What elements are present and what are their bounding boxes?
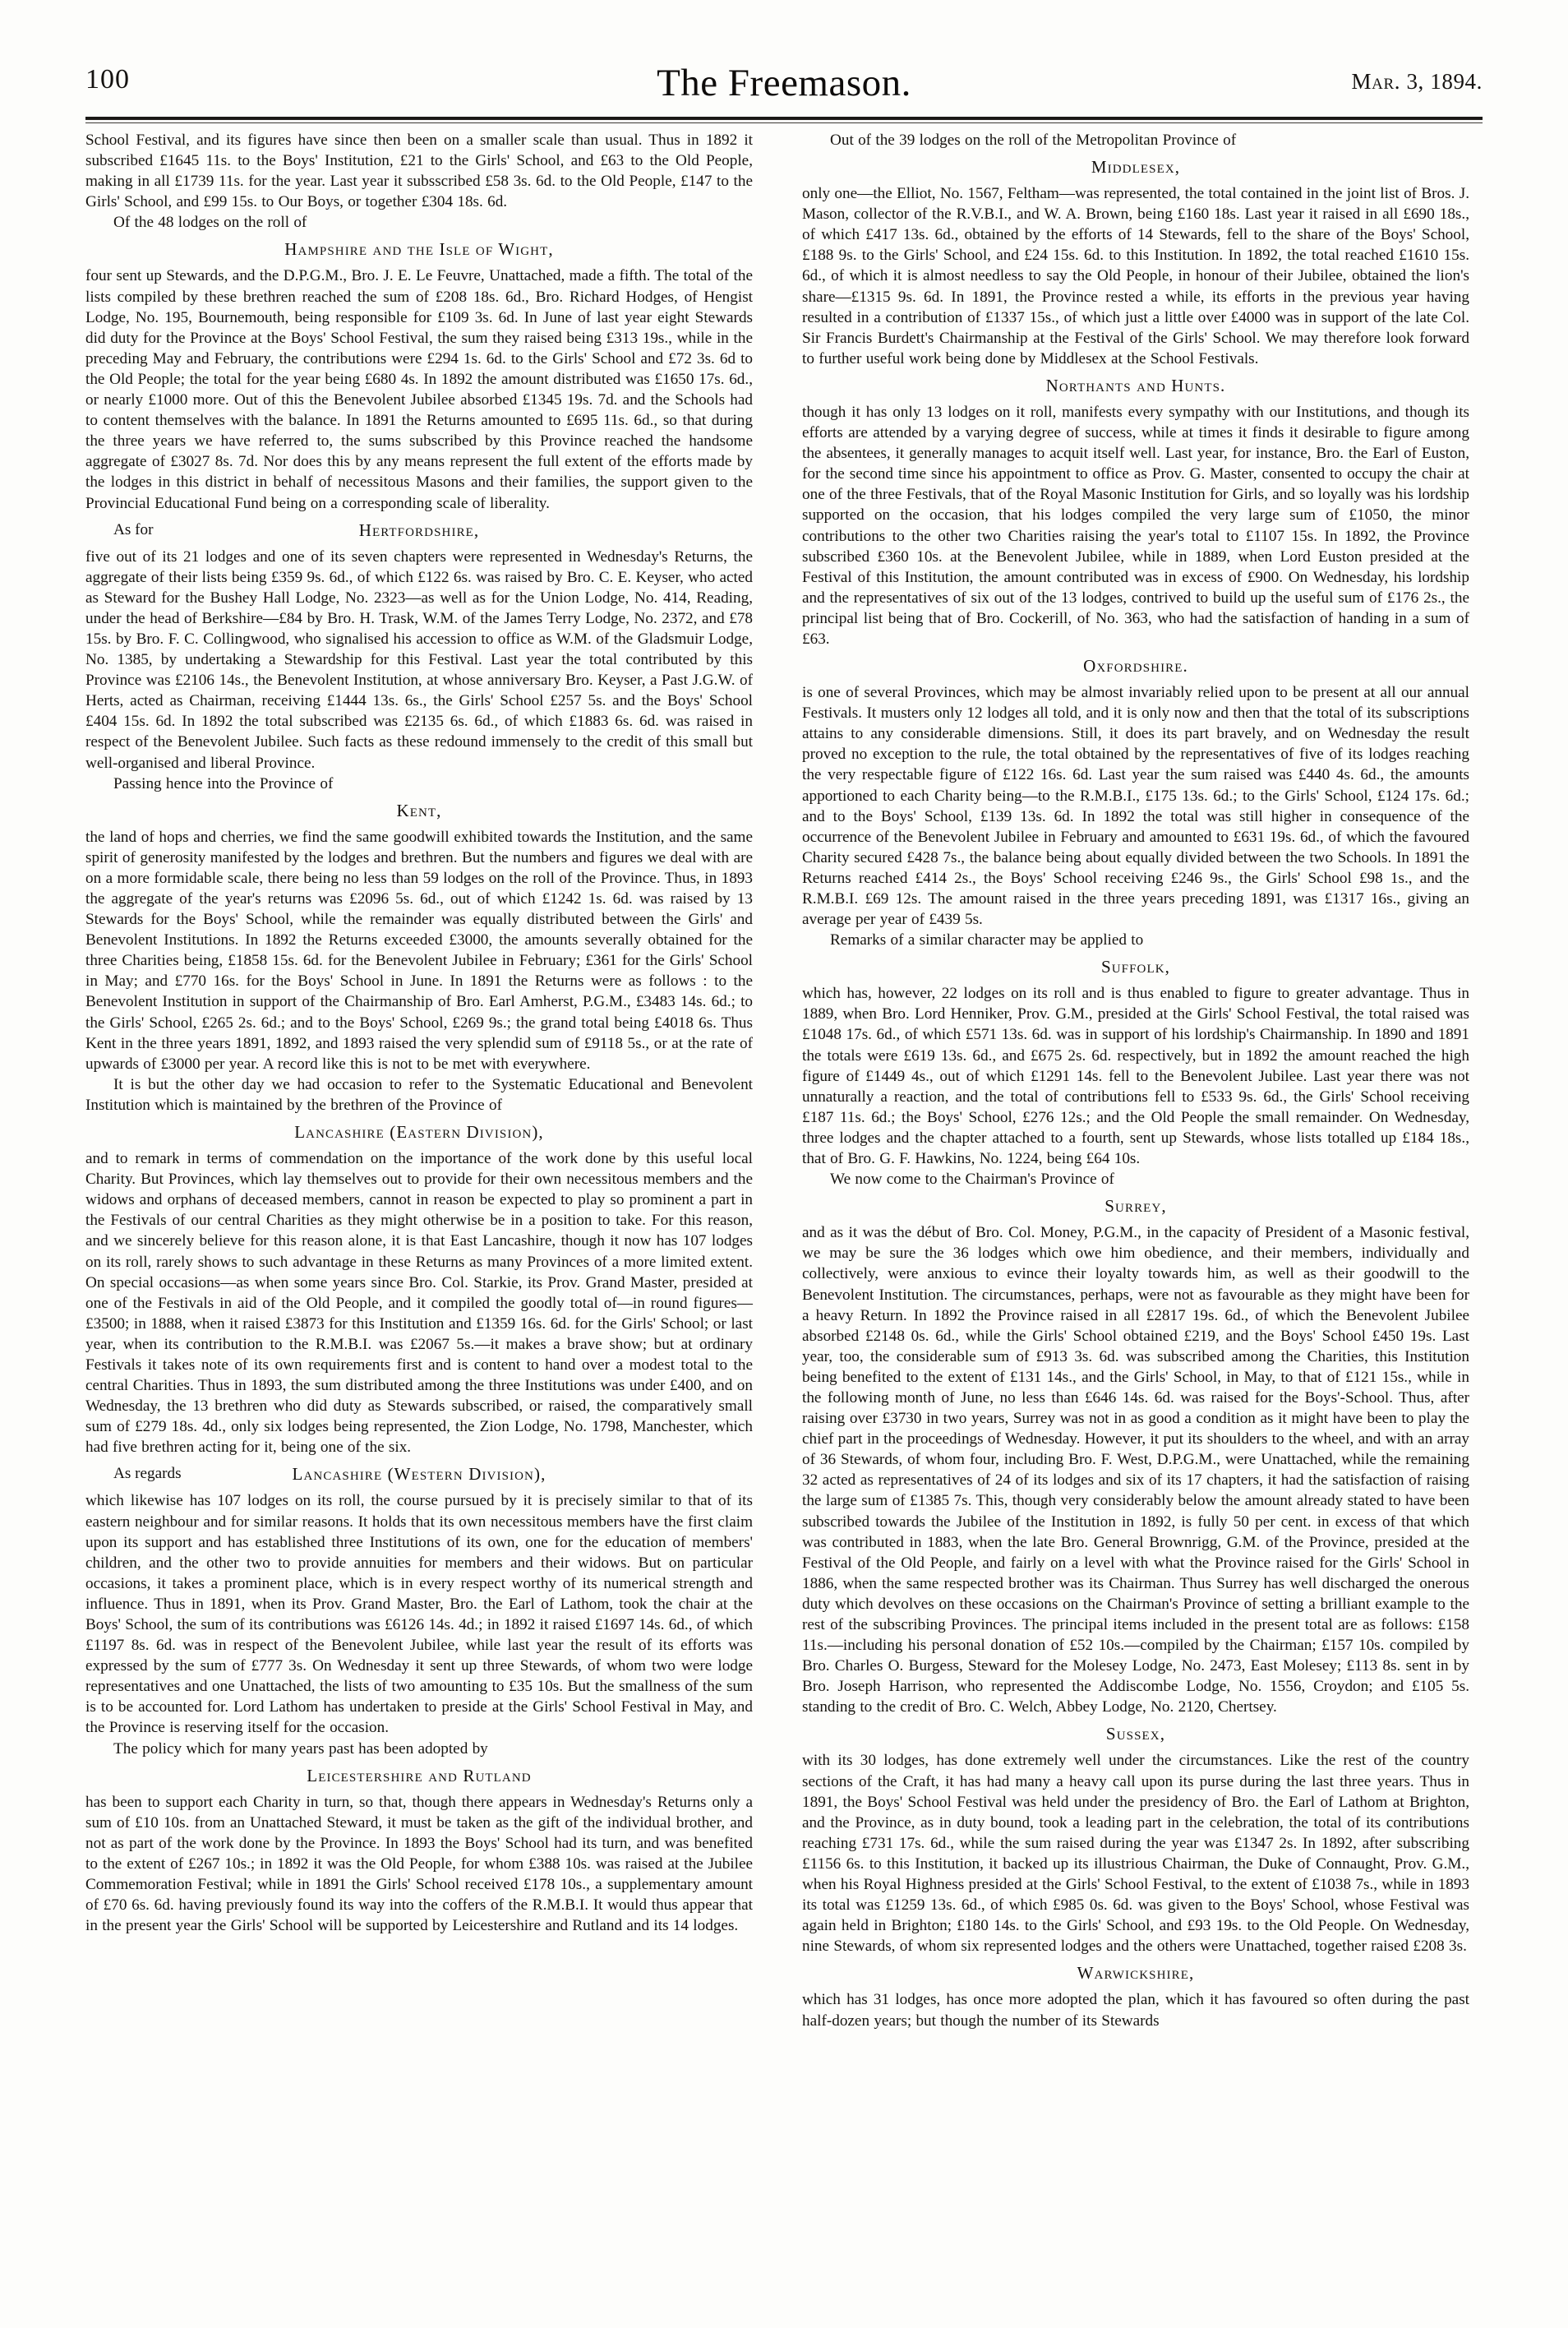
- para-oxfordshire-body: is one of several Provinces, which may be almost invariably relied upon to be present at all our annual Festivals. It musters only 12 lodges all told, and it is only now and then that the total of its subscriptions attains to any considerable dimensions. Still, it does its part bravely, and on Wednesday the result proved no exception to the rule, the total obtained by the representatives of five of its lodges reaching the very respectable figure of £122 16s. 6d. Last year the sum raised was £440 4s. 6d., the amounts apportioned to each Charity being—to the R.M.B.I., £175 13s. 6d.; to the Girls' School, £124 17s. 6d.; and to the Boys' School, £139 13s. 6d. In 1892 the total was still higher in consequence of the occurrence of the Benevolent Jubilee in February and amounted to £631 19s. 6d., of which the favoured Charity secured £428 7s., the balance being about equally divided between the two Schools. In 1891 the Returns reached £414 2s., the Boys' School receiving £246 9s., the Girls' School £98 1s., and the R.M.B.I. £69 12s. The amount raised in the three years preceding 1891, was £1317 16s., giving an average per year of £439 5s.: [802, 684, 1469, 929]
- heading-middlesex: Middlesex,: [1091, 157, 1181, 178]
- para-suffolk-body: which has, however, 22 lodges on its roll and is thus enabled to figure to greater advantage. Thus in 1889, when Bro. Lord Henniker, Prov. G.M., presided at the Girls' School Festival, the total raised was £1048 17s. 6d., of which £571 13s. 6d. was in support of his lordship's Chairmanship. In 1890 and 1891 the totals were £619 13s. 6d., and £675 2s. 6d. respectively, but in 1892 the amount reached the high figure of £1449 4s., out of which £1291 14s. fell to the Benevolent Jubilee. Last year there was not unnaturally a reaction, and the total of contributions fell to £533 9s. 6d., the Girls' School receiving £187 11s. 6d.; the Boys' School, £276 12s.; and the Old People the small remainder. On Wednesday, three lodges and the chapter attached to a fourth, sent up Stewards, whose lists totalled up £184 18s., that of Bro. G. F. Hawkins, No. 1224, being £64 10s.: [802, 985, 1469, 1168]
- para-hampshire-body: four sent up Stewards, and the D.P.G.M., Bro. J. E. Le Feuvre, Unattached, made a fifth. The total of the lists compiled by these brethren reached the sum of £208 18s. 6d., Bro. Richard Hodges, of Hengist Lodge, No. 195, Bournemouth, being responsible for £109 3s. 6d. In June of last year eight Stewards did duty for the Province at the Boys' School Festival, the sum they raised being £313 19s., while in the preceding May and February, the contributions were £294 1s. 6d. to the Girls' School and £72 3s. 6d to the Old People; the total for the year being £680 4s. In 1892 the amount distributed was £1650 17s. 6d., or nearly £1000 more. Out of this the Benevolent Jubilee absorbed £1345 19s. 7d. and the Schools had to content themselves with the balance. In 1891 the Returns amounted to £695 11s. 6d., so that during the three years we have referred to, the sums subscribed by this Province reached the handsome aggregate of £3027 8s. 7d. Nor does this by any means represent the full extent of the efforts made by the lodges in this district in behalf of necessitous Masons and their families, the support given to the Provincial Educational Fund being on a corresponding scale of liberality.: [85, 267, 753, 512]
- heading-leicestershire-rutland: Leicestershire and Rutland: [307, 1765, 532, 1785]
- lead-the-policy-which: The policy which for many years past has been adopted by: [113, 1739, 488, 1758]
- heading-hertfordshire-row: [85, 520, 753, 541]
- para-lancashire-western-body: which likewise has 107 lodges on its roll, the course pursued by it is precisely similar to that of its eastern neighbour and for similar reasons. It holds that its own necessitous members have the first claim upon its support and has established three Institutions of its own, one for the education of members' children, and the other two to provide annuities for members and their widows. But on particular occasions, it takes a prominent place, which is in every respect worthy of its numerical strength and influence. Thus in 1891, when its Prov. Grand Master, Bro. the Earl of Lathom, took the chair at the Boys' School, the sum of its contributions was £6126 14s. 4d.; in 1892 it raised £1697 14s. 6d., of which £1197 8s. 6d. was in respect of the Benevolent Jubilee, while last year the result of its efforts was expressed by the sum of £777 3s. On Wednesday it sent up three Stewards, of whom two were lodge representatives and one Unattached, the lists of two amounting to £35 10s. But the smallness of the sum is to be accounted for. Lord Lathom has undertaken to preside at the Girls' School Festival in May, and the Province is reserving itself for the occasion.: [85, 1492, 753, 1737]
- para-warwickshire-body: which has 31 lodges, has once more adopted the plan, which it has favoured so often during the past half-dozen years; but though the number of its Stewards: [802, 1991, 1469, 2030]
- heading-hertfordshire-lead-in: As for: [113, 520, 154, 538]
- lead-out-of-the-39-lodges: Out of the 39 lodges on the roll of the Metropolitan Province of: [830, 132, 1237, 149]
- heading-warwickshire: Warwickshire,: [1077, 1963, 1195, 1984]
- para-northants-body: though it has only 13 lodges on it roll, manifests every sympathy with our Institutions, and though its efforts are attended by a varying degree of success, while at times it finds it desirable to figure among the absentees, it generally manages to acquit itself well. Last year, for instance, Bro. the Earl of Euston, for the second time since his appointment to office as Prov. G. Master, consented to occupy the chair at one of the three Festivals, that of the Royal Masonic Institution for Girls, and so loyally was his lordship supported on the occasion, that his lodges compiled the very large sum of £1050, the minor contributions to the other two Charities raising the year's total to £1107 15s. In 1892, the Province subscribed £360 10s. at the Benevolent Jubilee, while in 1889, when Lord Euston presided at the Festival of this Institution, the amount contributed was in excess of £900. On Wednesday, his lordship and the representatives of six out of the 13 lodges, contrived to build up the useful sum of £176 2s., the principal list being that of Bro. Cockerill, of No. 363, who had the satisfaction of handing in a sum of £63.: [802, 403, 1469, 648]
- para-systematic-educational: It is but the other day we had occasion to refer to the Systematic Educational and Benevolent Institution which is maintained by the brethren of the Province of: [85, 1075, 753, 1114]
- page-number: 100: [85, 64, 130, 95]
- heading-lancashire-western-division-row: [85, 1463, 753, 1485]
- heading-suffolk: Suffolk,: [1100, 957, 1171, 977]
- masthead-divider-rule: [85, 117, 1483, 120]
- para-leicestershire-body: has been to support each Charity in turn, so that, though there appears in Wednesday's Returns only a sum of £10 10s. from an Unattached Steward, it must be taken as the gift of the individual brother, and not as part of the work done by the Province. In 1893 the Boys' School had its turn, and was benefited to the extent of £267 10s.; in 1892 it was the Old People, for whom £388 10s. was raised at the Jubilee Commemoration Festival; while in 1891 the Girls' School received £178 10s., a supplementary amount of £70 6s. 6d. having previously found its way into the coffers of the R.M.B.I. It would thus appear that in the present year the Girls' School will be supported by Leicestershire and Rutland and its 14 lodges.: [85, 1793, 753, 1935]
- publication-title: The Freemason.: [657, 62, 911, 104]
- article-columns: [85, 130, 1486, 2267]
- para-middlesex-body: only one—the Elliot, No. 1567, Feltham—was represented, the total contained in the joint list of Bros. J. Mason, collector of the R.V.B.I., and W. A. Brown, being £160 18s. Last year it raised in all £690 18s., of which £417 13s. 6d., obtained by the efforts of 14 Stewards, fell to the share of the Boys' School, £188 9s. to the Girls' School, and £24 15s. 6d. to this Institution. In 1892, the total reached £1610 15s. 6d., of which it is almost needless to say the Old People, in honour of their Jubilee, obtained the lion's share—£1315 9s. 6d. In 1891, the Province rested a while, its efforts in the previous year having resulted in a contribution of £1337 15s., of which just a little over £4000 was in support of the late Col. Sir Francis Burdett's Chairmanship at the Festival of the Girls' School. We may therefore look forward to further useful work being done by Middlesex at the School Festivals.: [802, 185, 1469, 367]
- heading-oxfordshire: Oxfordshire.: [1083, 656, 1188, 677]
- heading-sussex: Sussex,: [1105, 1724, 1166, 1744]
- left-column: [85, 130, 753, 2267]
- heading-lancashire-eastern-division: Lancashire (Eastern Division),: [294, 1122, 544, 1143]
- para-hertfordshire-body: five out of its 21 lodges and one of its seven chapters were represented in Wednesday's Returns, the aggregate of their lists being £359 9s. 6d., of which £122 6s. was raised by Bro. C. E. Keyser, who acted as Steward for the Bushey Hall Lodge, No. 2323—as well as for the Union Lodge, No. 414, Reading, under the head of Berkshire—£84 by Bro. H. Trask, W.M. of the James Terry Lodge, No. 2372, and £78 15s. by Bro. F. C. Collingwood, who signalised his accession to office as W.M. of the Gladsmuir Lodge, No. 1385, by undertaking a Stewardship for this Festival. Last year the total contributed by this Province was £2106 14s., the Benevolent Institution, at whose anniversary Bro. Keyser, a Past J.G.W. of Herts, acted as Chairman, receiving £1444 13s. 6s., the Girls' School £257 5s. and the Boys' School £404 15s. 6d. In 1892 the total subscribed was £2135 6s. 6d., of which £1883 6s. 6d. was raised in respect of the Benevolent Jubilee. Such facts as these redound immensely to the credit of this small but well-organised and liberal Province.: [85, 547, 753, 772]
- lead-of-the-48-lodges: Of the 48 lodges on the roll of: [113, 214, 307, 232]
- heading-northants-hunts: Northants and Hunts.: [1045, 375, 1226, 395]
- issue-date: Mar. 3, 1894.: [1351, 69, 1483, 94]
- lead-remarks-of-similar-character: Remarks of a similar character may be applied to: [830, 931, 1144, 949]
- heading-lancashire-western-division-lead-in: As regards: [113, 1465, 182, 1483]
- heading-kent: Kent,: [396, 800, 442, 820]
- right-column: [802, 130, 1469, 2267]
- heading-surrey: Surrey,: [1105, 1196, 1167, 1217]
- para-sussex-body: with its 30 lodges, has done extremely well under the circumstances. Like the rest of the country sections of the Craft, it has had many a heavy call upon its purse during the last three years. Thus in 1891, the Boys' School Festival was held under the presidency of Bro. the Earl of Lathom at Brighton, and the Province, as in duty bound, took a leading part in the celebration, the total of its contributions reaching £731 17s. 6d., while the sum raised during the year was £1347 2s. In 1892, after subscribing £1156 6s. to this Institution, it backed up its illustrious Chairman, the Duke of Connaught, Prov. G.M., when his Royal Highness presided at the Girls' School Festival, to the extent of £1038 7s., while in 1893 its total was £1259 13s. 6d., of which £985 0s. 6d. was given to the Boys' School, whose Festival was again held in Brighton; £180 14s. to the Girls' School, and £93 19s. to the Old People. On Wednesday, nine Stewards, of whom six represented lodges and the others were Unattached, together raised £208 3s.: [802, 1752, 1469, 1956]
- lead-passing-hence: Passing hence into the Province of: [113, 774, 334, 792]
- para-lancashire-eastern-body: and to remark in terms of commendation on the importance of the work done by this useful local Charity. But Provinces, which lay themselves out to provide for their own necessitous members and the widows and orphans of deceased members, cannot in reason be expected to play so prominent a part in the Festivals of our central Charities as they might otherwise be in a position to take. For this reason, and we sincerely believe for this reason alone, it is that East Lancashire, though it now has 107 lodges on its roll, rarely shows to such advantage in these Returns as many Provinces of a more limited extent. On special occasions—as when some years since Bro. Col. Starkie, its Prov. Grand Master, presided at one of the Festivals in aid of the Old People, and it compiled the goodly total of—in round figures—£3500; in 1888, when it raised £3873 for this Institution and £1359 16s. 6d. for the Girls' School; or last year, when its contribution to the R.M.B.I. was £2067 5s.—it makes a brave show; but at ordinary Festivals it takes note of its own requirements first and is content to hand over a modest total to the central Charities. Thus in 1893, the sum distributed among the three Institutions was under £400, and on Wednesday, the 13 brethren who did duty as Stewards subscribed, or raised, the comparatively small sum of £279 18s. 4d., only six lodges being represented, the Zion Lodge, No. 1798, Manchester, which had five brethren acting for it, being one of the six.: [85, 1150, 753, 1457]
- para-kent-body: the land of hops and cherries, we find the same goodwill exhibited towards the Institution, and the same spirit of generosity manifested by the lodges and brethren. But the numbers and figures we deal with are on a more formidable scale, there being no less than 59 lodges on the roll of the Province. Thus, in 1893 the aggregate of the year's returns was £2096 5s. 6d., out of which £1242 1s. 6d. was raised by 13 Stewards for the Boys' School, while the remainder was equally distributed between the Girls' and Benevolent Institutions. In 1892 the Returns exceeded £3000, the amounts severally obtained for the three Charities being, £1858 15s. 6d. for the Benevolent Jubilee in February; £361 for the Girls' School in May; and £770 16s. for the Boys' School in June. In 1891 the Returns were as follows : to the Benevolent Institution in support of the Chairmanship of Bro. Earl Amherst, P.G.M., £3483 14s. 6d.; to the Girls' School, £265 2s. 6d.; and to the Boys' School, £269 9s.; the grand total being £4018 6s. Thus Kent in the three years 1891, 1892, and 1893 raised the very splendid sum of £9118 5s., or at the rate of upwards of £3000 per year. A record like this is not to be met with everywhere.: [85, 828, 753, 1073]
- heading-hampshire-isle-of-wight: Hampshire and the Isle of Wight,: [284, 239, 554, 260]
- masthead: [85, 61, 1483, 112]
- heading-lancashire-western-division: Lancashire (Western Division),: [292, 1464, 546, 1485]
- para-surrey-body: and as it was the début of Bro. Col. Money, P.G.M., in the capacity of President of a Masonic festival, we may be sure the 36 lodges which owe him obedience, and their members, individually and collectively, were anxious to evince their loyalty towards him, as well as their goodwill to the Benevolent Institution. The circumstances, perhaps, were not as favourable as they might have been for a heavy Return. In 1892 the Province raised in all £2817 19s. 6d., of which the Benevolent Jubilee absorbed £2148 0s. 6d., while the Girls' School obtained £219, and the Boys' School £450 19s. Last year, too, the considerable sum of £913 3s. 6d. was subscribed among the Charities, this Institution being benefited to the extent of £131 14s., and the Girls' School, in May, to that of £121 15s., while in the following month of June, no less than £646 14s. 6d. was raised for the Boys'-School. Thus, after raising over £3730 in two years, Surrey was not in as good a condition as it might have been to play the chief part in the proceedings of Wednesday. However, it put its shoulders to the wheel, and with an array of 36 Stewards, of whom four, including Bro. F. West, D.P.G.M., were Unattached, while the remaining 32 acted as representatives of 24 of its lodges and six of its 17 chapters, it had the satisfaction of raising the large sum of £1385 7s. This, though very considerably below the amount already stated to have been subscribed towards the Jubilee of the Institution in 1892, is fully 50 per cent. in excess of that which was contributed in 1883, when the late Bro. General Brownrigg, G.M. of the Province, presided at the Festival of the Old People, and fairly on a level with what the Province raised for the Girls' School in 1886, when the same respected brother was its Chairman. Thus Surrey has well discharged the onerous duty which devolves on these occasions on the Chairman's Province of setting a brilliant example to the rest of the subscribing Provinces. The principal items included in the present total are as follows: £158 11s.—including his personal donation of £52 10s.—compiled by the Chairman; £157 10s. compiled by Bro. Charles O. Burgess, Steward for the Molesey Lodge, No. 2473, East Molesey; £113 8s. sent in by Bro. Joseph Harrison, who represented the Addiscombe Lodge, No. 1556, Croydon; and £105 5s. standing to the credit of Bro. C. Welch, Abbey Lodge, No. 2120, Chertsey.: [802, 1224, 1469, 1716]
- heading-hertfordshire: Hertfordshire,: [358, 520, 480, 540]
- para-school-festival: School Festival, and its figures have since then been on a smaller scale than usual. Thus in 1892 it subscribed £1645 11s. to the Boys' Institution, £21 to the Girls' School, and £63 to the Old People, making in all £1739 11s. for the year. Last year it subsscribed £58 3s. 6d. to the Old People, £147 to the Girls' School, and £99 15s. to Our Boys, or together £304 18s. 6d.: [85, 132, 753, 211]
- lead-we-now-come-to-chairmans-province: We now come to the Chairman's Province of: [830, 1171, 1114, 1189]
